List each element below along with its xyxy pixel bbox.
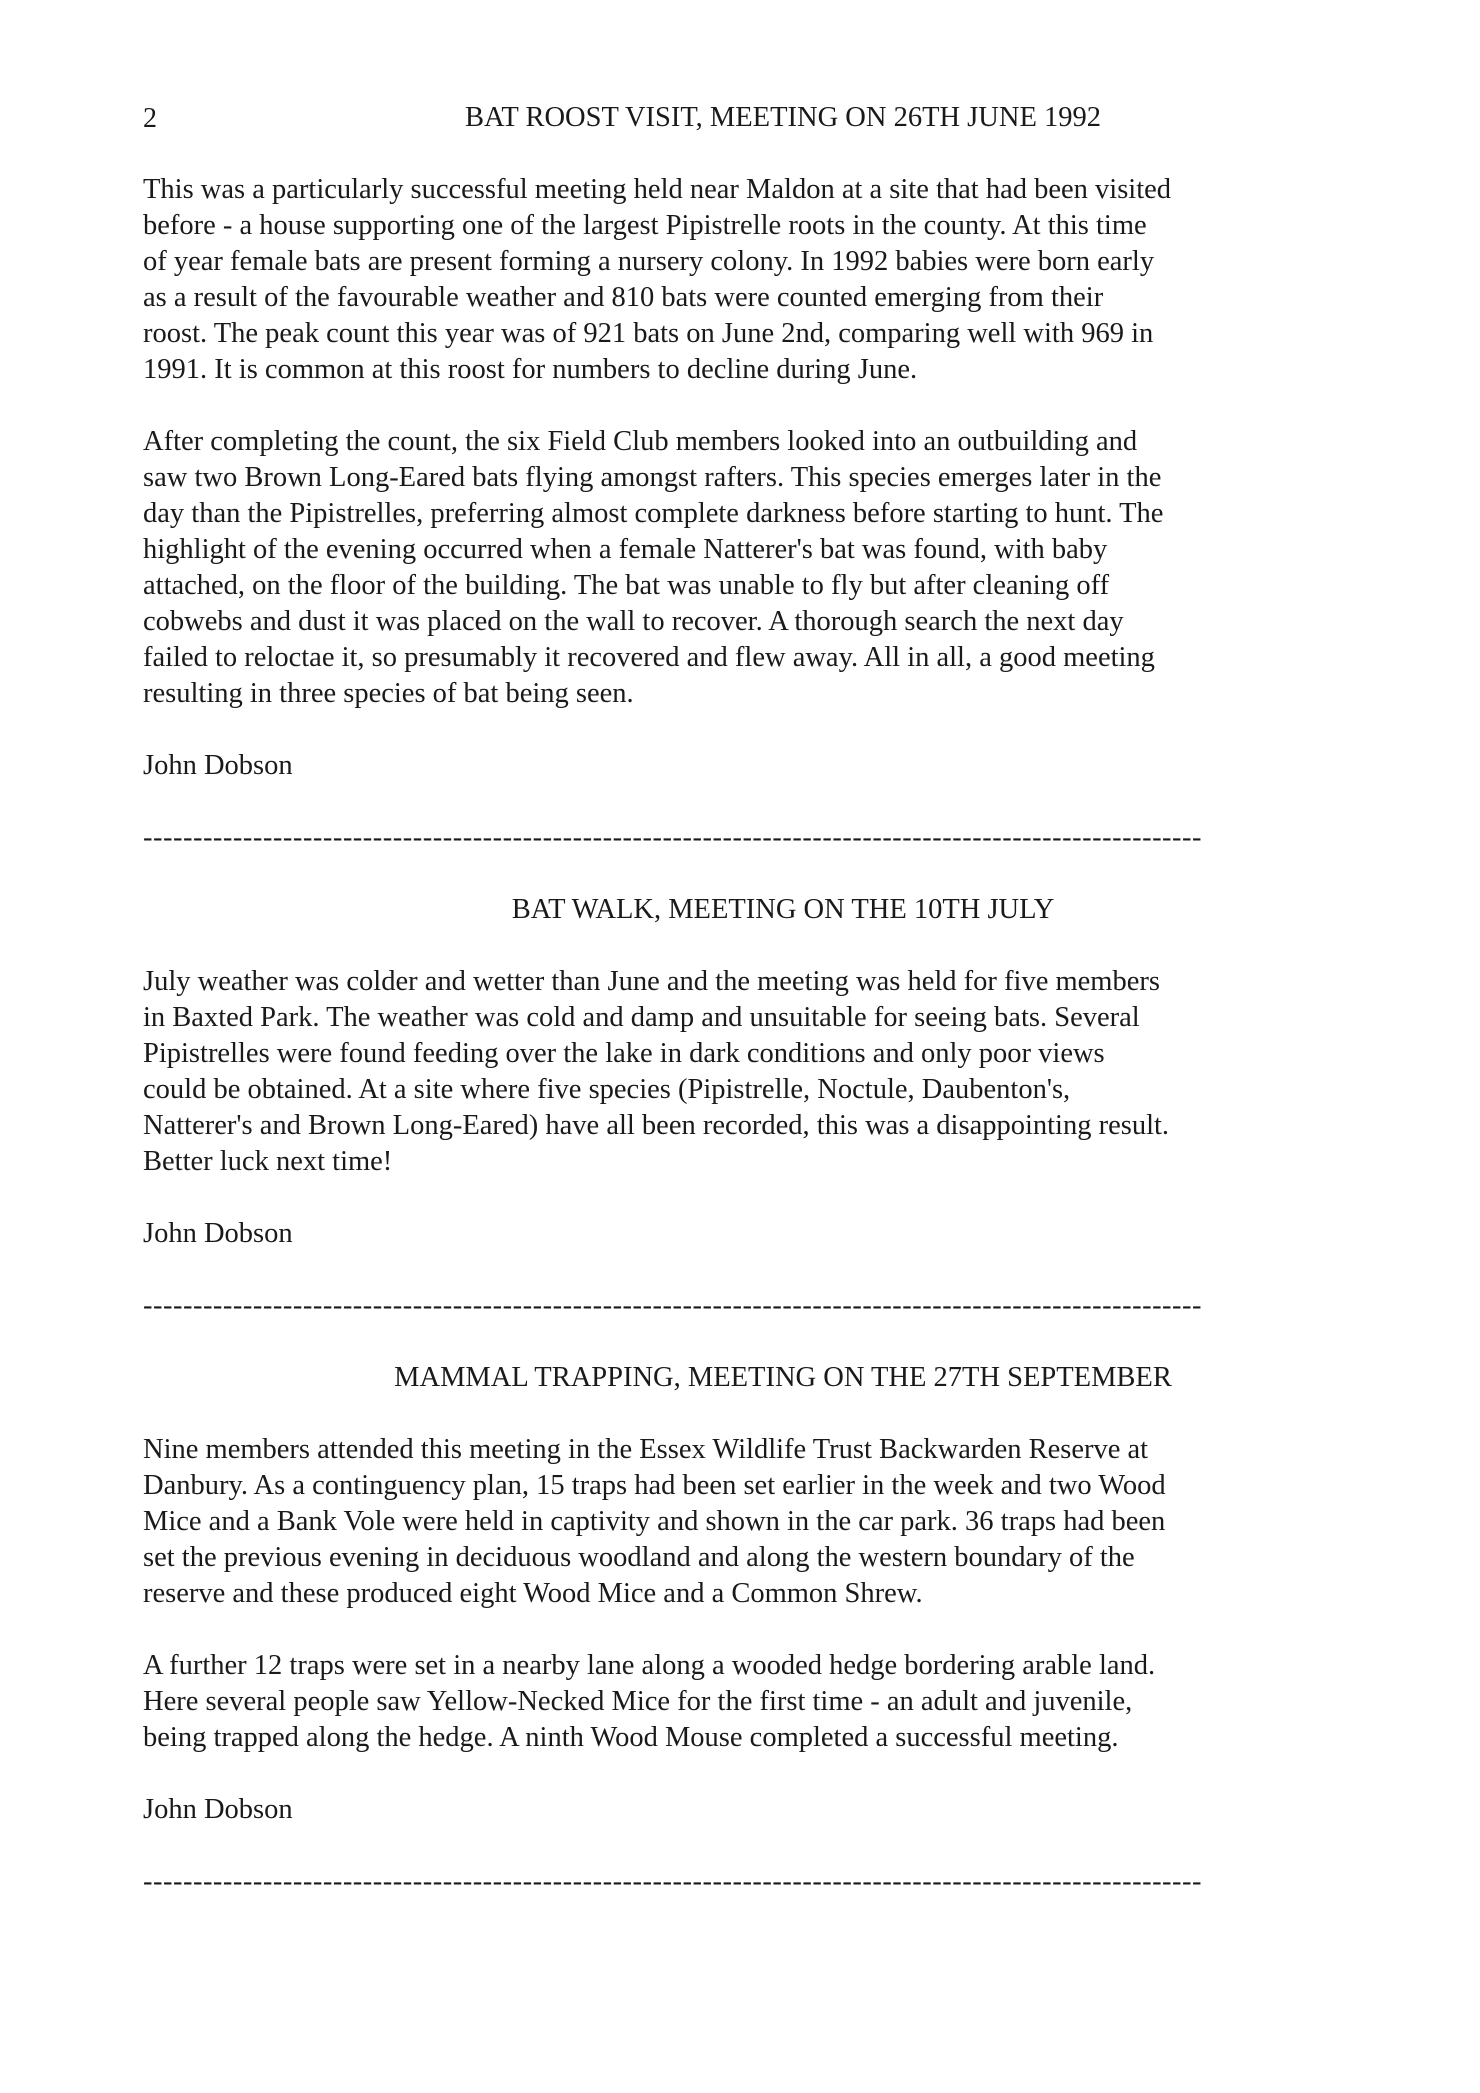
paragraph: This was a particularly successful meeting held near Maldon at a site that had been visited before - a house supporting one of the largest Pipistrelle roots in the county. At this time of year female bats are present forming a nursery colony. In 1992 babies were born early as a result of the favourable weather and 810 bats were counted emerging from their roost. The peak count this year was of 921 bats on June 2nd, comparing well with 969 in 1991. It is common at this roost for numbers to decline during June. <box>143 174 1172 385</box>
paragraph: July weather was colder and wetter than June and the meeting was held for five members in Baxted Park. The weather was cold and damp and unsuitable for seeing bats. Several Pipistrelles were found feeding over the lake in dark conditions and only poor views could be obtained. At a site where five species (Pipistrelle, Noctule, Daubenton's, Natterer's and Brown Long-Eared) have all been recorded, this was a disappointing result. Better luck next time! <box>143 966 1170 1177</box>
section-divider: ---------------------------------------------------------------------------------------------------------- <box>143 1866 1203 1897</box>
section-title-mammal-trapping: MAMMAL TRAPPING, MEETING ON THE 27TH SEPTEMBER <box>394 1362 1172 1393</box>
author: John Dobson <box>143 1794 293 1825</box>
section-divider: ---------------------------------------------------------------------------------------------------------- <box>143 822 1203 853</box>
author: John Dobson <box>143 1218 293 1249</box>
section-title-bat-roost: BAT ROOST VISIT, MEETING ON 26TH JUNE 1992 <box>465 102 1101 133</box>
author: John Dobson <box>143 750 293 781</box>
document-page <box>143 100 1323 1900</box>
page-number: 2 <box>143 103 157 134</box>
paragraph: Nine members attended this meeting in the Essex Wildlife Trust Backwarden Reserve at Danbury. As a continguency plan, 15 traps had been set earlier in the week and two Wood Mice and a Bank Vole were held in captivity and shown in the car park. 36 traps had been set the previous evening in deciduous woodland and along the western boundary of the reserve and these produced eight Wood Mice and a Common Shrew. <box>143 1434 1166 1609</box>
paragraph: A further 12 traps were set in a nearby lane along a wooded hedge bordering arable land. Here several people saw Yellow-Necked Mice for the first time - an adult and juvenile, being trapped along the hedge. A ninth Wood Mouse completed a successful meeting. <box>143 1650 1156 1753</box>
section-divider: ---------------------------------------------------------------------------------------------------------- <box>143 1290 1203 1321</box>
section-title-bat-walk: BAT WALK, MEETING ON THE 10TH JULY <box>511 894 1055 925</box>
paragraph: After completing the count, the six Field Club members looked into an outbuilding and saw two Brown Long-Eared bats flying amongst rafters. This species emerges later in the day than the Pipistrelles, preferring almost complete darkness before starting to hunt. The highlight of the evening occurred when a female Natterer's bat was found, with baby attached, on the floor of the building. The bat was unable to fly but after cleaning off cobwebs and dust it was placed on the wall to recover. A thorough search the next day failed to reloctae it, so presumably it recovered and flew away. All in all, a good meeting resulting in three species of bat being seen. <box>143 426 1164 709</box>
